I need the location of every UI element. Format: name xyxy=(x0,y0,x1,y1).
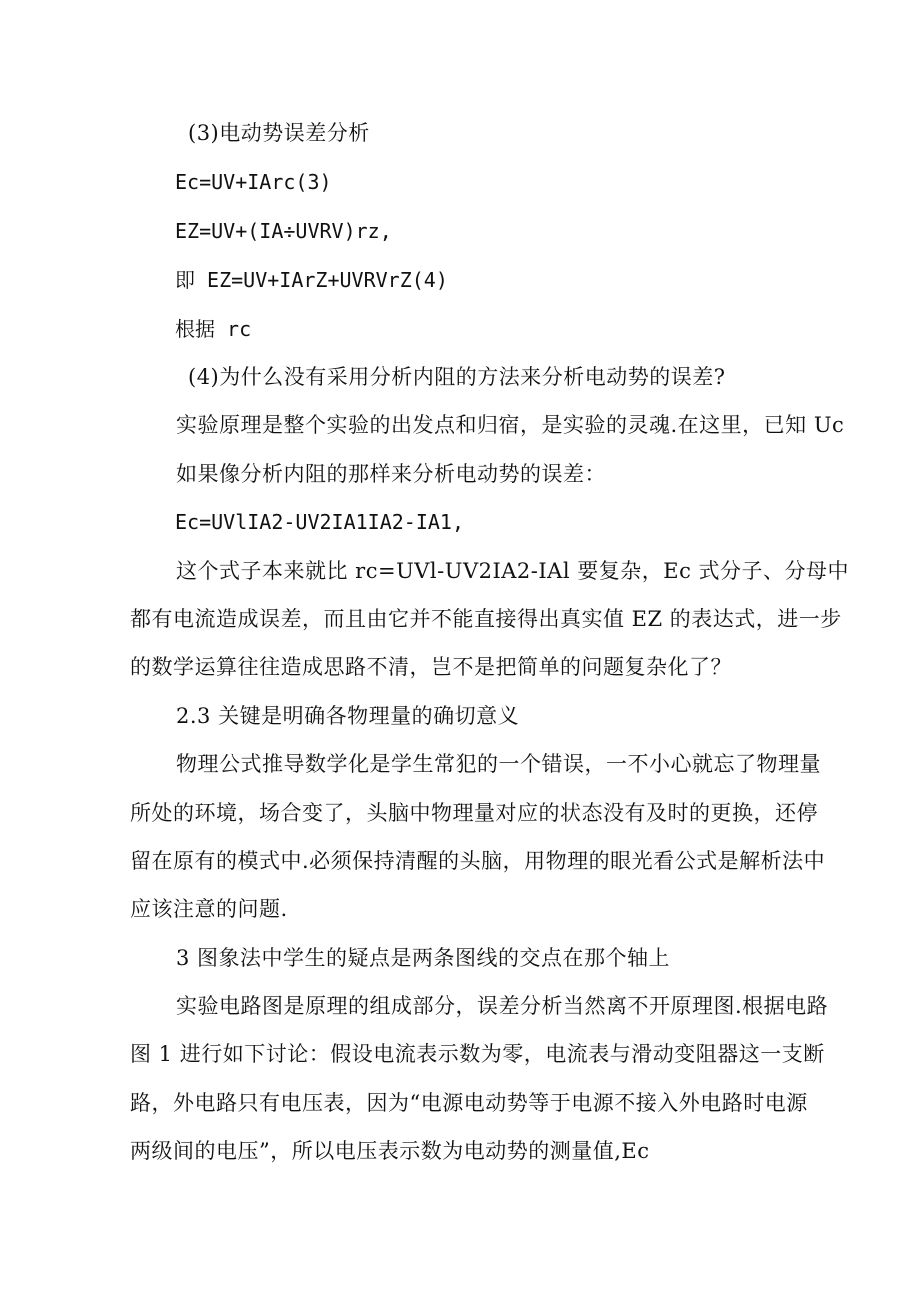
paragraph-line: 所处的环境，场合变了，头脑中物理量对应的状态没有及时的更换，还停 xyxy=(130,801,818,825)
section-heading-2-3: 2.3 关键是明确各物理量的确切意义 xyxy=(176,704,520,728)
paragraph-line: 实验原理是整个实验的出发点和归宿，是实验的灵魂.在这里，已知 Uc xyxy=(176,413,845,437)
paragraph-line: 应该注意的问题. xyxy=(130,897,288,921)
paragraph-line: 如果像分析内阻的那样来分析电动势的误差： xyxy=(176,462,606,486)
paragraph-line: 两级间的电压”，所以电压表示数为电动势的测量值,Ec xyxy=(130,1139,650,1163)
text-according-to-rc: 根据 rc xyxy=(175,317,252,341)
subheading-emf-error-analysis: (3)电动势误差分析 xyxy=(188,121,370,145)
paragraph-line: 图 1 进行如下讨论：假设电流表示数为零，电流表与滑动变阻器这一支断 xyxy=(130,1042,825,1066)
paragraph-line: 的数学运算往往造成思路不清，岂不是把简单的问题复杂化了？ xyxy=(130,655,732,679)
subheading-why-not-internal-resistance-method: (4)为什么没有采用分析内阻的方法来分析电动势的误差? xyxy=(188,365,726,389)
formula-ez-expanded: 即 EZ=UV+IArZ+UVRVrZ(4) xyxy=(175,268,448,292)
section-heading-3: 3 图象法中学生的疑点是两条图线的交点在那个轴上 xyxy=(176,946,671,970)
paragraph-line: 留在原有的模式中.必须保持清醒的头脑，用物理的眼光看公式是解析法中 xyxy=(130,849,826,873)
paragraph-line: 都有电流造成误差，而且由它并不能直接得出真实值 EZ 的表达式，进一步 xyxy=(130,607,842,631)
formula-ec-measured: Ec=UV+IArc(3) xyxy=(175,170,332,194)
paragraph-line: 物理公式推导数学化是学生常犯的一个错误，一不小心就忘了物理量 xyxy=(176,752,821,776)
paragraph-line: 实验电路图是原理的组成部分，误差分析当然离不开原理图.根据电路 xyxy=(176,994,829,1018)
paragraph-line: 路，外电路只有电压表，因为“电源电动势等于电源不接入外电路时电源 xyxy=(130,1091,808,1115)
paragraph-line: 这个式子本来就比 rc=UVl-UV2IA2-IAl 要复杂，Ec 式分子、分母中 xyxy=(176,559,850,583)
formula-ez-true: EZ=UV+(IA÷UVRV)rz, xyxy=(175,219,392,243)
formula-ec-two-point: Ec=UVlIA2-UV2IA1IA2-IA1, xyxy=(175,510,464,534)
